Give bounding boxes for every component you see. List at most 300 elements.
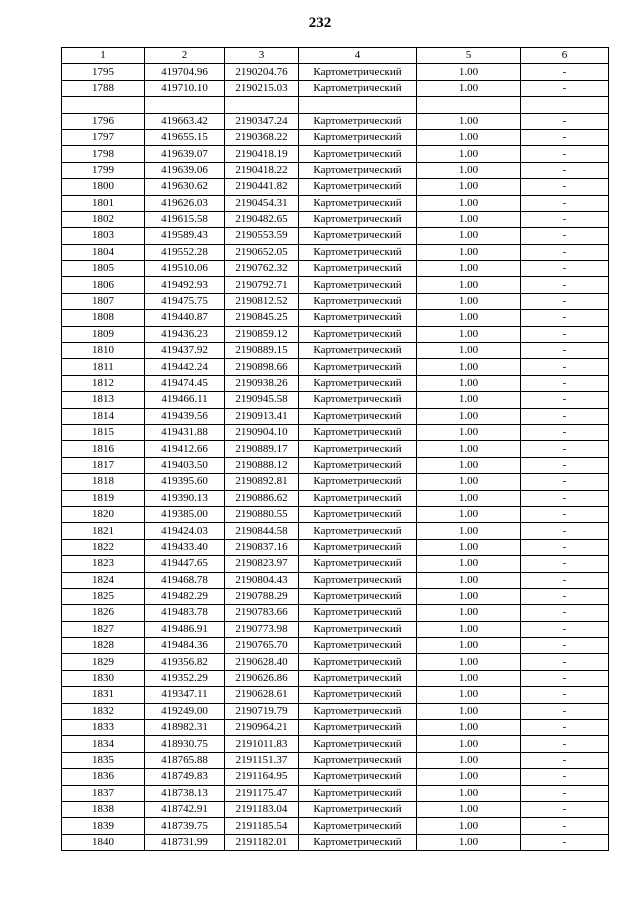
table-row — [62, 506, 609, 522]
y-coordinate-cell: 2190347.24 — [225, 113, 299, 129]
accuracy-cell: 1.00 — [417, 211, 521, 227]
accuracy-cell: 1.00 — [417, 769, 521, 785]
note-cell: - — [521, 556, 609, 572]
accuracy-cell: 1.00 — [417, 359, 521, 375]
note-cell: - — [521, 490, 609, 506]
table-row — [62, 490, 609, 506]
table-row — [62, 375, 609, 391]
y-coordinate-cell: 2190804.43 — [225, 572, 299, 588]
note-cell: - — [521, 211, 609, 227]
table-row — [62, 228, 609, 244]
table-row — [62, 408, 609, 424]
note-cell: - — [521, 310, 609, 326]
method-cell: Картометрический — [299, 588, 417, 604]
accuracy-cell: 1.00 — [417, 834, 521, 850]
accuracy-cell: 1.00 — [417, 556, 521, 572]
y-coordinate-cell: 2190859.12 — [225, 326, 299, 342]
table-row — [62, 523, 609, 539]
point-number-cell: 1837 — [62, 785, 145, 801]
method-cell: Картометрический — [299, 736, 417, 752]
point-number-cell: 1814 — [62, 408, 145, 424]
table-row — [62, 64, 609, 80]
y-coordinate-cell: 2190454.31 — [225, 195, 299, 211]
accuracy-cell: 1.00 — [417, 752, 521, 768]
accuracy-cell: 1.00 — [417, 720, 521, 736]
note-cell: - — [521, 588, 609, 604]
note-cell: - — [521, 670, 609, 686]
accuracy-cell: 1.00 — [417, 539, 521, 555]
table-row — [62, 556, 609, 572]
y-coordinate-cell: 2190418.22 — [225, 162, 299, 178]
point-number-cell: 1788 — [62, 80, 145, 96]
column-header-5: 5 — [417, 48, 521, 64]
accuracy-cell: 1.00 — [417, 424, 521, 440]
x-coordinate-cell: 419483.78 — [145, 605, 225, 621]
point-number-cell: 1838 — [62, 801, 145, 817]
method-cell: Картометрический — [299, 113, 417, 129]
table-row — [62, 441, 609, 457]
point-number-cell: 1824 — [62, 572, 145, 588]
note-cell: - — [521, 343, 609, 359]
table-row — [62, 195, 609, 211]
method-cell: Картометрический — [299, 523, 417, 539]
y-coordinate-cell: 2190886.62 — [225, 490, 299, 506]
method-cell: Картометрический — [299, 556, 417, 572]
accuracy-cell: 1.00 — [417, 375, 521, 391]
note-cell: - — [521, 375, 609, 391]
point-number-cell: 1834 — [62, 736, 145, 752]
accuracy-cell: 1.00 — [417, 146, 521, 162]
method-cell: Картометрический — [299, 293, 417, 309]
table-row — [62, 359, 609, 375]
table-row — [62, 211, 609, 227]
method-cell: Картометрический — [299, 441, 417, 457]
note-cell: - — [521, 146, 609, 162]
accuracy-cell: 1.00 — [417, 441, 521, 457]
table-row — [62, 801, 609, 817]
table-row — [62, 720, 609, 736]
method-cell: Картометрический — [299, 146, 417, 162]
note-cell: - — [521, 326, 609, 342]
note-cell: - — [521, 474, 609, 490]
y-coordinate-cell — [225, 97, 299, 113]
page-number: 232 — [308, 15, 332, 31]
x-coordinate-cell: 419447.65 — [145, 556, 225, 572]
point-number-cell: 1822 — [62, 539, 145, 555]
point-number-cell: 1835 — [62, 752, 145, 768]
accuracy-cell — [417, 97, 521, 113]
x-coordinate-cell: 418749.83 — [145, 769, 225, 785]
point-number-cell: 1807 — [62, 293, 145, 309]
coordinates-table — [61, 47, 609, 851]
accuracy-cell: 1.00 — [417, 588, 521, 604]
accuracy-cell: 1.00 — [417, 162, 521, 178]
x-coordinate-cell: 419249.00 — [145, 703, 225, 719]
method-cell: Картометрический — [299, 375, 417, 391]
table-row — [62, 244, 609, 260]
y-coordinate-cell: 2190215.03 — [225, 80, 299, 96]
method-cell: Картометрический — [299, 64, 417, 80]
y-coordinate-cell: 2190482.65 — [225, 211, 299, 227]
y-coordinate-cell: 2190792.71 — [225, 277, 299, 293]
note-cell: - — [521, 162, 609, 178]
table-row — [62, 424, 609, 440]
method-cell: Картометрический — [299, 310, 417, 326]
x-coordinate-cell: 419510.06 — [145, 261, 225, 277]
note-cell: - — [521, 261, 609, 277]
accuracy-cell: 1.00 — [417, 621, 521, 637]
point-number-cell: 1801 — [62, 195, 145, 211]
accuracy-cell: 1.00 — [417, 293, 521, 309]
accuracy-cell: 1.00 — [417, 392, 521, 408]
method-cell: Картометрический — [299, 834, 417, 850]
table-row — [62, 687, 609, 703]
x-coordinate-cell: 419433.40 — [145, 539, 225, 555]
note-cell: - — [521, 638, 609, 654]
x-coordinate-cell: 419395.60 — [145, 474, 225, 490]
note-cell: - — [521, 720, 609, 736]
method-cell: Картометрический — [299, 244, 417, 260]
method-cell: Картометрический — [299, 392, 417, 408]
x-coordinate-cell: 419704.96 — [145, 64, 225, 80]
table-header-row — [62, 48, 609, 64]
x-coordinate-cell: 419440.87 — [145, 310, 225, 326]
x-coordinate-cell: 419347.11 — [145, 687, 225, 703]
method-cell: Картометрический — [299, 638, 417, 654]
method-cell: Картометрический — [299, 326, 417, 342]
point-number-cell: 1839 — [62, 818, 145, 834]
note-cell: - — [521, 752, 609, 768]
method-cell: Картометрический — [299, 752, 417, 768]
point-number-cell: 1821 — [62, 523, 145, 539]
method-cell: Картометрический — [299, 129, 417, 145]
y-coordinate-cell: 2190441.82 — [225, 179, 299, 195]
table-row — [62, 261, 609, 277]
accuracy-cell: 1.00 — [417, 801, 521, 817]
accuracy-cell: 1.00 — [417, 408, 521, 424]
accuracy-cell: 1.00 — [417, 277, 521, 293]
x-coordinate-cell — [145, 97, 225, 113]
point-number-cell: 1799 — [62, 162, 145, 178]
point-number-cell: 1816 — [62, 441, 145, 457]
column-header-6: 6 — [521, 48, 609, 64]
method-cell: Картометрический — [299, 179, 417, 195]
x-coordinate-cell: 419356.82 — [145, 654, 225, 670]
y-coordinate-cell: 2191175.47 — [225, 785, 299, 801]
method-cell: Картометрический — [299, 572, 417, 588]
accuracy-cell: 1.00 — [417, 818, 521, 834]
method-cell: Картометрический — [299, 785, 417, 801]
note-cell: - — [521, 834, 609, 850]
y-coordinate-cell: 2191183.04 — [225, 801, 299, 817]
point-number-cell: 1833 — [62, 720, 145, 736]
y-coordinate-cell: 2190913.41 — [225, 408, 299, 424]
point-number-cell: 1818 — [62, 474, 145, 490]
accuracy-cell: 1.00 — [417, 474, 521, 490]
accuracy-cell: 1.00 — [417, 703, 521, 719]
method-cell: Картометрический — [299, 670, 417, 686]
note-cell — [521, 97, 609, 113]
x-coordinate-cell: 419492.93 — [145, 277, 225, 293]
point-number-cell — [62, 97, 145, 113]
point-number-cell: 1795 — [62, 64, 145, 80]
x-coordinate-cell: 419639.07 — [145, 146, 225, 162]
method-cell: Картометрический — [299, 261, 417, 277]
table-row — [62, 818, 609, 834]
note-cell: - — [521, 523, 609, 539]
method-cell: Картометрический — [299, 506, 417, 522]
method-cell: Картометрический — [299, 605, 417, 621]
accuracy-cell: 1.00 — [417, 228, 521, 244]
y-coordinate-cell: 2190837.16 — [225, 539, 299, 555]
method-cell: Картометрический — [299, 162, 417, 178]
note-cell: - — [521, 687, 609, 703]
table-row — [62, 638, 609, 654]
x-coordinate-cell: 419424.03 — [145, 523, 225, 539]
point-number-cell: 1803 — [62, 228, 145, 244]
point-number-cell: 1840 — [62, 834, 145, 850]
x-coordinate-cell: 419439.56 — [145, 408, 225, 424]
table-row — [62, 392, 609, 408]
table-row — [62, 605, 609, 621]
x-coordinate-cell: 419475.75 — [145, 293, 225, 309]
y-coordinate-cell: 2190762.32 — [225, 261, 299, 277]
x-coordinate-cell: 419484.36 — [145, 638, 225, 654]
point-number-cell: 1817 — [62, 457, 145, 473]
note-cell: - — [521, 506, 609, 522]
point-number-cell: 1798 — [62, 146, 145, 162]
table-row — [62, 113, 609, 129]
note-cell: - — [521, 572, 609, 588]
y-coordinate-cell: 2190368.22 — [225, 129, 299, 145]
x-coordinate-cell: 419466.11 — [145, 392, 225, 408]
accuracy-cell: 1.00 — [417, 572, 521, 588]
note-cell: - — [521, 80, 609, 96]
table-row — [62, 97, 609, 113]
accuracy-cell: 1.00 — [417, 523, 521, 539]
point-number-cell: 1806 — [62, 277, 145, 293]
method-cell: Картометрический — [299, 457, 417, 473]
x-coordinate-cell: 419552.28 — [145, 244, 225, 260]
y-coordinate-cell: 2190945.58 — [225, 392, 299, 408]
table-row — [62, 129, 609, 145]
method-cell: Картометрический — [299, 801, 417, 817]
note-cell: - — [521, 818, 609, 834]
accuracy-cell: 1.00 — [417, 506, 521, 522]
x-coordinate-cell: 419474.45 — [145, 375, 225, 391]
accuracy-cell: 1.00 — [417, 736, 521, 752]
method-cell: Картометрический — [299, 277, 417, 293]
x-coordinate-cell: 419710.10 — [145, 80, 225, 96]
x-coordinate-cell: 419431.88 — [145, 424, 225, 440]
point-number-cell: 1802 — [62, 211, 145, 227]
point-number-cell: 1826 — [62, 605, 145, 621]
method-cell: Картометрический — [299, 211, 417, 227]
x-coordinate-cell: 418982.31 — [145, 720, 225, 736]
x-coordinate-cell: 418765.88 — [145, 752, 225, 768]
table-row — [62, 539, 609, 555]
y-coordinate-cell: 2190788.29 — [225, 588, 299, 604]
table-row — [62, 670, 609, 686]
table-row — [62, 277, 609, 293]
table-row — [62, 752, 609, 768]
y-coordinate-cell: 2191011.83 — [225, 736, 299, 752]
y-coordinate-cell: 2190898.66 — [225, 359, 299, 375]
y-coordinate-cell: 2190812.52 — [225, 293, 299, 309]
point-number-cell: 1796 — [62, 113, 145, 129]
accuracy-cell: 1.00 — [417, 326, 521, 342]
point-number-cell: 1823 — [62, 556, 145, 572]
table-row — [62, 834, 609, 850]
y-coordinate-cell: 2190628.61 — [225, 687, 299, 703]
point-number-cell: 1825 — [62, 588, 145, 604]
accuracy-cell: 1.00 — [417, 64, 521, 80]
table-row — [62, 654, 609, 670]
x-coordinate-cell: 419655.15 — [145, 129, 225, 145]
method-cell: Картометрический — [299, 490, 417, 506]
y-coordinate-cell: 2190904.10 — [225, 424, 299, 440]
column-header-1: 1 — [62, 48, 145, 64]
x-coordinate-cell: 419442.24 — [145, 359, 225, 375]
accuracy-cell: 1.00 — [417, 670, 521, 686]
note-cell: - — [521, 539, 609, 555]
y-coordinate-cell: 2191164.95 — [225, 769, 299, 785]
y-coordinate-cell: 2190628.40 — [225, 654, 299, 670]
x-coordinate-cell: 419663.42 — [145, 113, 225, 129]
table-row — [62, 588, 609, 604]
note-cell: - — [521, 244, 609, 260]
point-number-cell: 1829 — [62, 654, 145, 670]
x-coordinate-cell: 419436.23 — [145, 326, 225, 342]
y-coordinate-cell: 2190719.79 — [225, 703, 299, 719]
x-coordinate-cell: 419468.78 — [145, 572, 225, 588]
table-row — [62, 785, 609, 801]
point-number-cell: 1827 — [62, 621, 145, 637]
point-number-cell: 1831 — [62, 687, 145, 703]
table-row — [62, 162, 609, 178]
note-cell: - — [521, 293, 609, 309]
point-number-cell: 1804 — [62, 244, 145, 260]
point-number-cell: 1797 — [62, 129, 145, 145]
column-header-3: 3 — [225, 48, 299, 64]
accuracy-cell: 1.00 — [417, 490, 521, 506]
method-cell: Картометрический — [299, 818, 417, 834]
note-cell: - — [521, 179, 609, 195]
y-coordinate-cell: 2190626.86 — [225, 670, 299, 686]
method-cell: Картометрический — [299, 408, 417, 424]
accuracy-cell: 1.00 — [417, 687, 521, 703]
note-cell: - — [521, 736, 609, 752]
y-coordinate-cell: 2190823.97 — [225, 556, 299, 572]
table-row — [62, 703, 609, 719]
point-number-cell: 1815 — [62, 424, 145, 440]
y-coordinate-cell: 2190938.26 — [225, 375, 299, 391]
accuracy-cell: 1.00 — [417, 654, 521, 670]
accuracy-cell: 1.00 — [417, 113, 521, 129]
x-coordinate-cell: 419390.13 — [145, 490, 225, 506]
table-row — [62, 343, 609, 359]
accuracy-cell: 1.00 — [417, 457, 521, 473]
table-row — [62, 146, 609, 162]
accuracy-cell: 1.00 — [417, 605, 521, 621]
note-cell: - — [521, 277, 609, 293]
x-coordinate-cell: 418742.91 — [145, 801, 225, 817]
column-header-4: 4 — [299, 48, 417, 64]
x-coordinate-cell: 418739.75 — [145, 818, 225, 834]
x-coordinate-cell: 418738.13 — [145, 785, 225, 801]
point-number-cell: 1820 — [62, 506, 145, 522]
note-cell: - — [521, 605, 609, 621]
y-coordinate-cell: 2190773.98 — [225, 621, 299, 637]
table-row — [62, 621, 609, 637]
y-coordinate-cell: 2190845.25 — [225, 310, 299, 326]
accuracy-cell: 1.00 — [417, 195, 521, 211]
note-cell: - — [521, 408, 609, 424]
x-coordinate-cell: 419615.58 — [145, 211, 225, 227]
x-coordinate-cell: 419352.29 — [145, 670, 225, 686]
x-coordinate-cell: 419486.91 — [145, 621, 225, 637]
note-cell: - — [521, 228, 609, 244]
note-cell: - — [521, 621, 609, 637]
accuracy-cell: 1.00 — [417, 343, 521, 359]
point-number-cell: 1828 — [62, 638, 145, 654]
column-header-2: 2 — [145, 48, 225, 64]
note-cell: - — [521, 392, 609, 408]
accuracy-cell: 1.00 — [417, 261, 521, 277]
note-cell: - — [521, 359, 609, 375]
y-coordinate-cell: 2190889.15 — [225, 343, 299, 359]
x-coordinate-cell: 419403.50 — [145, 457, 225, 473]
x-coordinate-cell: 419639.06 — [145, 162, 225, 178]
y-coordinate-cell: 2191182.01 — [225, 834, 299, 850]
x-coordinate-cell: 418930.75 — [145, 736, 225, 752]
accuracy-cell: 1.00 — [417, 179, 521, 195]
y-coordinate-cell: 2191151.37 — [225, 752, 299, 768]
table-row — [62, 572, 609, 588]
note-cell: - — [521, 801, 609, 817]
point-number-cell: 1805 — [62, 261, 145, 277]
point-number-cell: 1811 — [62, 359, 145, 375]
accuracy-cell: 1.00 — [417, 310, 521, 326]
point-number-cell: 1832 — [62, 703, 145, 719]
table-row — [62, 310, 609, 326]
note-cell: - — [521, 129, 609, 145]
note-cell: - — [521, 441, 609, 457]
table-row — [62, 769, 609, 785]
point-number-cell: 1819 — [62, 490, 145, 506]
point-number-cell: 1808 — [62, 310, 145, 326]
point-number-cell: 1800 — [62, 179, 145, 195]
method-cell: Картометрический — [299, 621, 417, 637]
method-cell: Картометрический — [299, 769, 417, 785]
note-cell: - — [521, 64, 609, 80]
table-row — [62, 457, 609, 473]
point-number-cell: 1812 — [62, 375, 145, 391]
x-coordinate-cell: 419626.03 — [145, 195, 225, 211]
table-row — [62, 326, 609, 342]
method-cell: Картометрический — [299, 343, 417, 359]
y-coordinate-cell: 2190765.70 — [225, 638, 299, 654]
y-coordinate-cell: 2190418.19 — [225, 146, 299, 162]
point-number-cell: 1836 — [62, 769, 145, 785]
table-row — [62, 80, 609, 96]
x-coordinate-cell: 419437.92 — [145, 343, 225, 359]
note-cell: - — [521, 195, 609, 211]
y-coordinate-cell: 2190892.81 — [225, 474, 299, 490]
method-cell: Картометрический — [299, 424, 417, 440]
method-cell: Картометрический — [299, 539, 417, 555]
y-coordinate-cell: 2190652.05 — [225, 244, 299, 260]
